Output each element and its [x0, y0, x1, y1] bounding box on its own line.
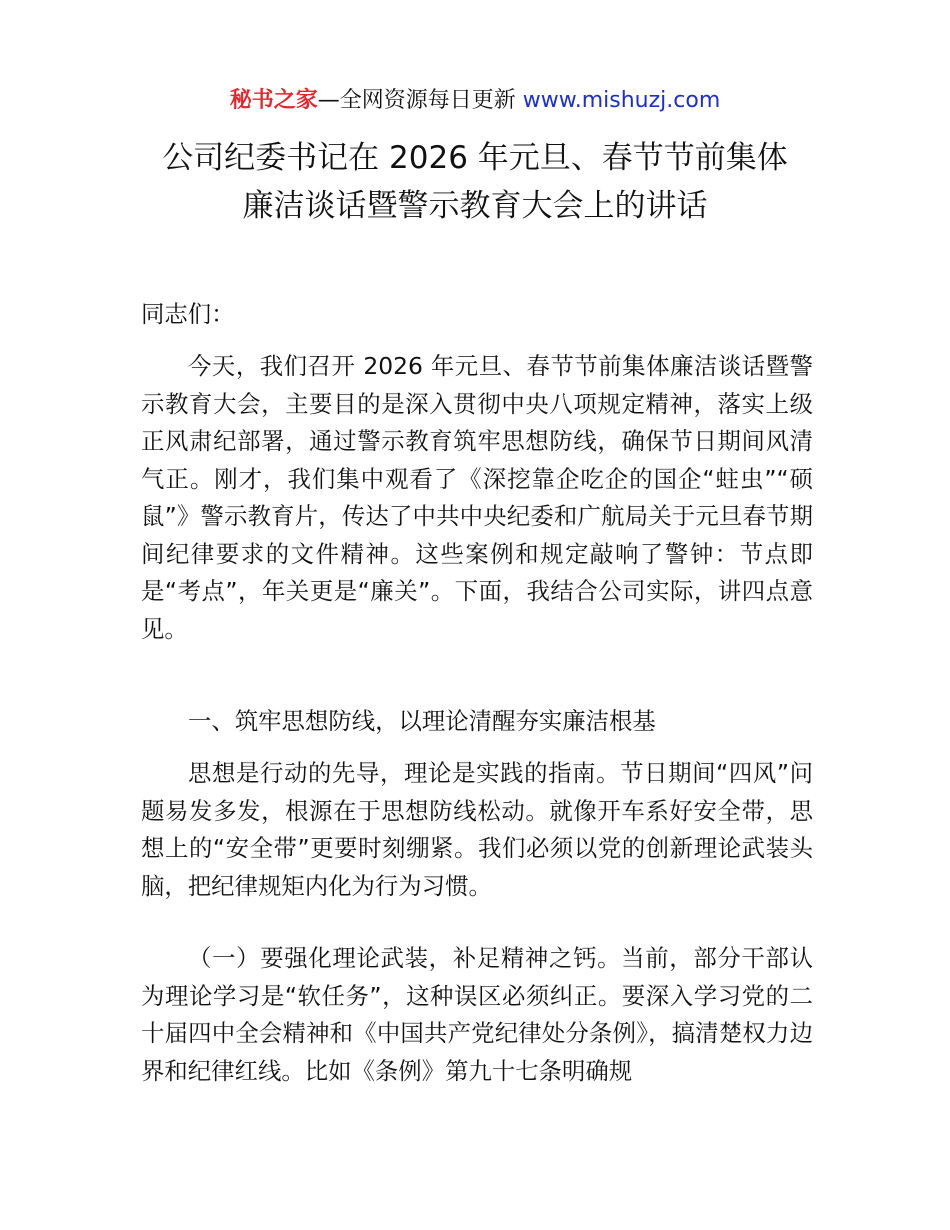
paragraph-intro: 今天，我们召开 2026 年元旦、春节节前集体廉洁谈话暨警示教育大会，主要目的是深入贯彻中央八项规定精神，落实上级正风肃纪部署，通过警示教育筑牢思想防线，确保节日期间风清气正。刚才，我们集中观看了《深挖靠企吃企的国企“蛀虫”“硕鼠”》警示教育片，传达了中共中央纪委和广航局关于元旦春节期间纪律要求的文件精神。这些案例和规定敲响了警钟：节点即是“考点”，年关更是“廉关”。下面，我结合公司实际，讲四点意见。 — [141, 352, 813, 643]
title-line-2: 廉洁谈话暨警示教育大会上的讲话 — [242, 188, 708, 224]
header-tagline: —全网资源每日更新 — [317, 88, 523, 113]
brand-name: 秘书之家 — [229, 88, 318, 113]
site-header — [0, 86, 950, 116]
salutation: 同志们： — [141, 300, 235, 328]
site-url-link[interactable]: www.mishuzj.com — [522, 88, 721, 113]
paragraph-section1-lead: 思想是行动的先导，理论是实践的指南。节日期间“四风”问题易发多发，根源在于思想防线松动。就像开车系好安全带，思想上的“安全带”更要时刻绷紧。我们必须以党的创新理论武装头脑，把纪律规矩内化为行为习惯。 — [141, 759, 813, 900]
title-line-1: 公司纪委书记在 2026 年元旦、春节节前集体 — [162, 140, 788, 176]
page-title — [60, 134, 890, 230]
section-heading-1: 一、筑牢思想防线，以理论清醒夯实廉洁根基 — [188, 707, 656, 735]
paragraph-section1-item1: （一）要强化理论武装，补足精神之钙。当前，部分干部认为理论学习是“软任务”，这种误区必须纠正。要深入学习党的二十届四中全会精神和《中国共产党纪律处分条例》，搞清楚权力边界和纪律红线。比如《条例》第九十七条明确规 — [141, 944, 813, 1085]
